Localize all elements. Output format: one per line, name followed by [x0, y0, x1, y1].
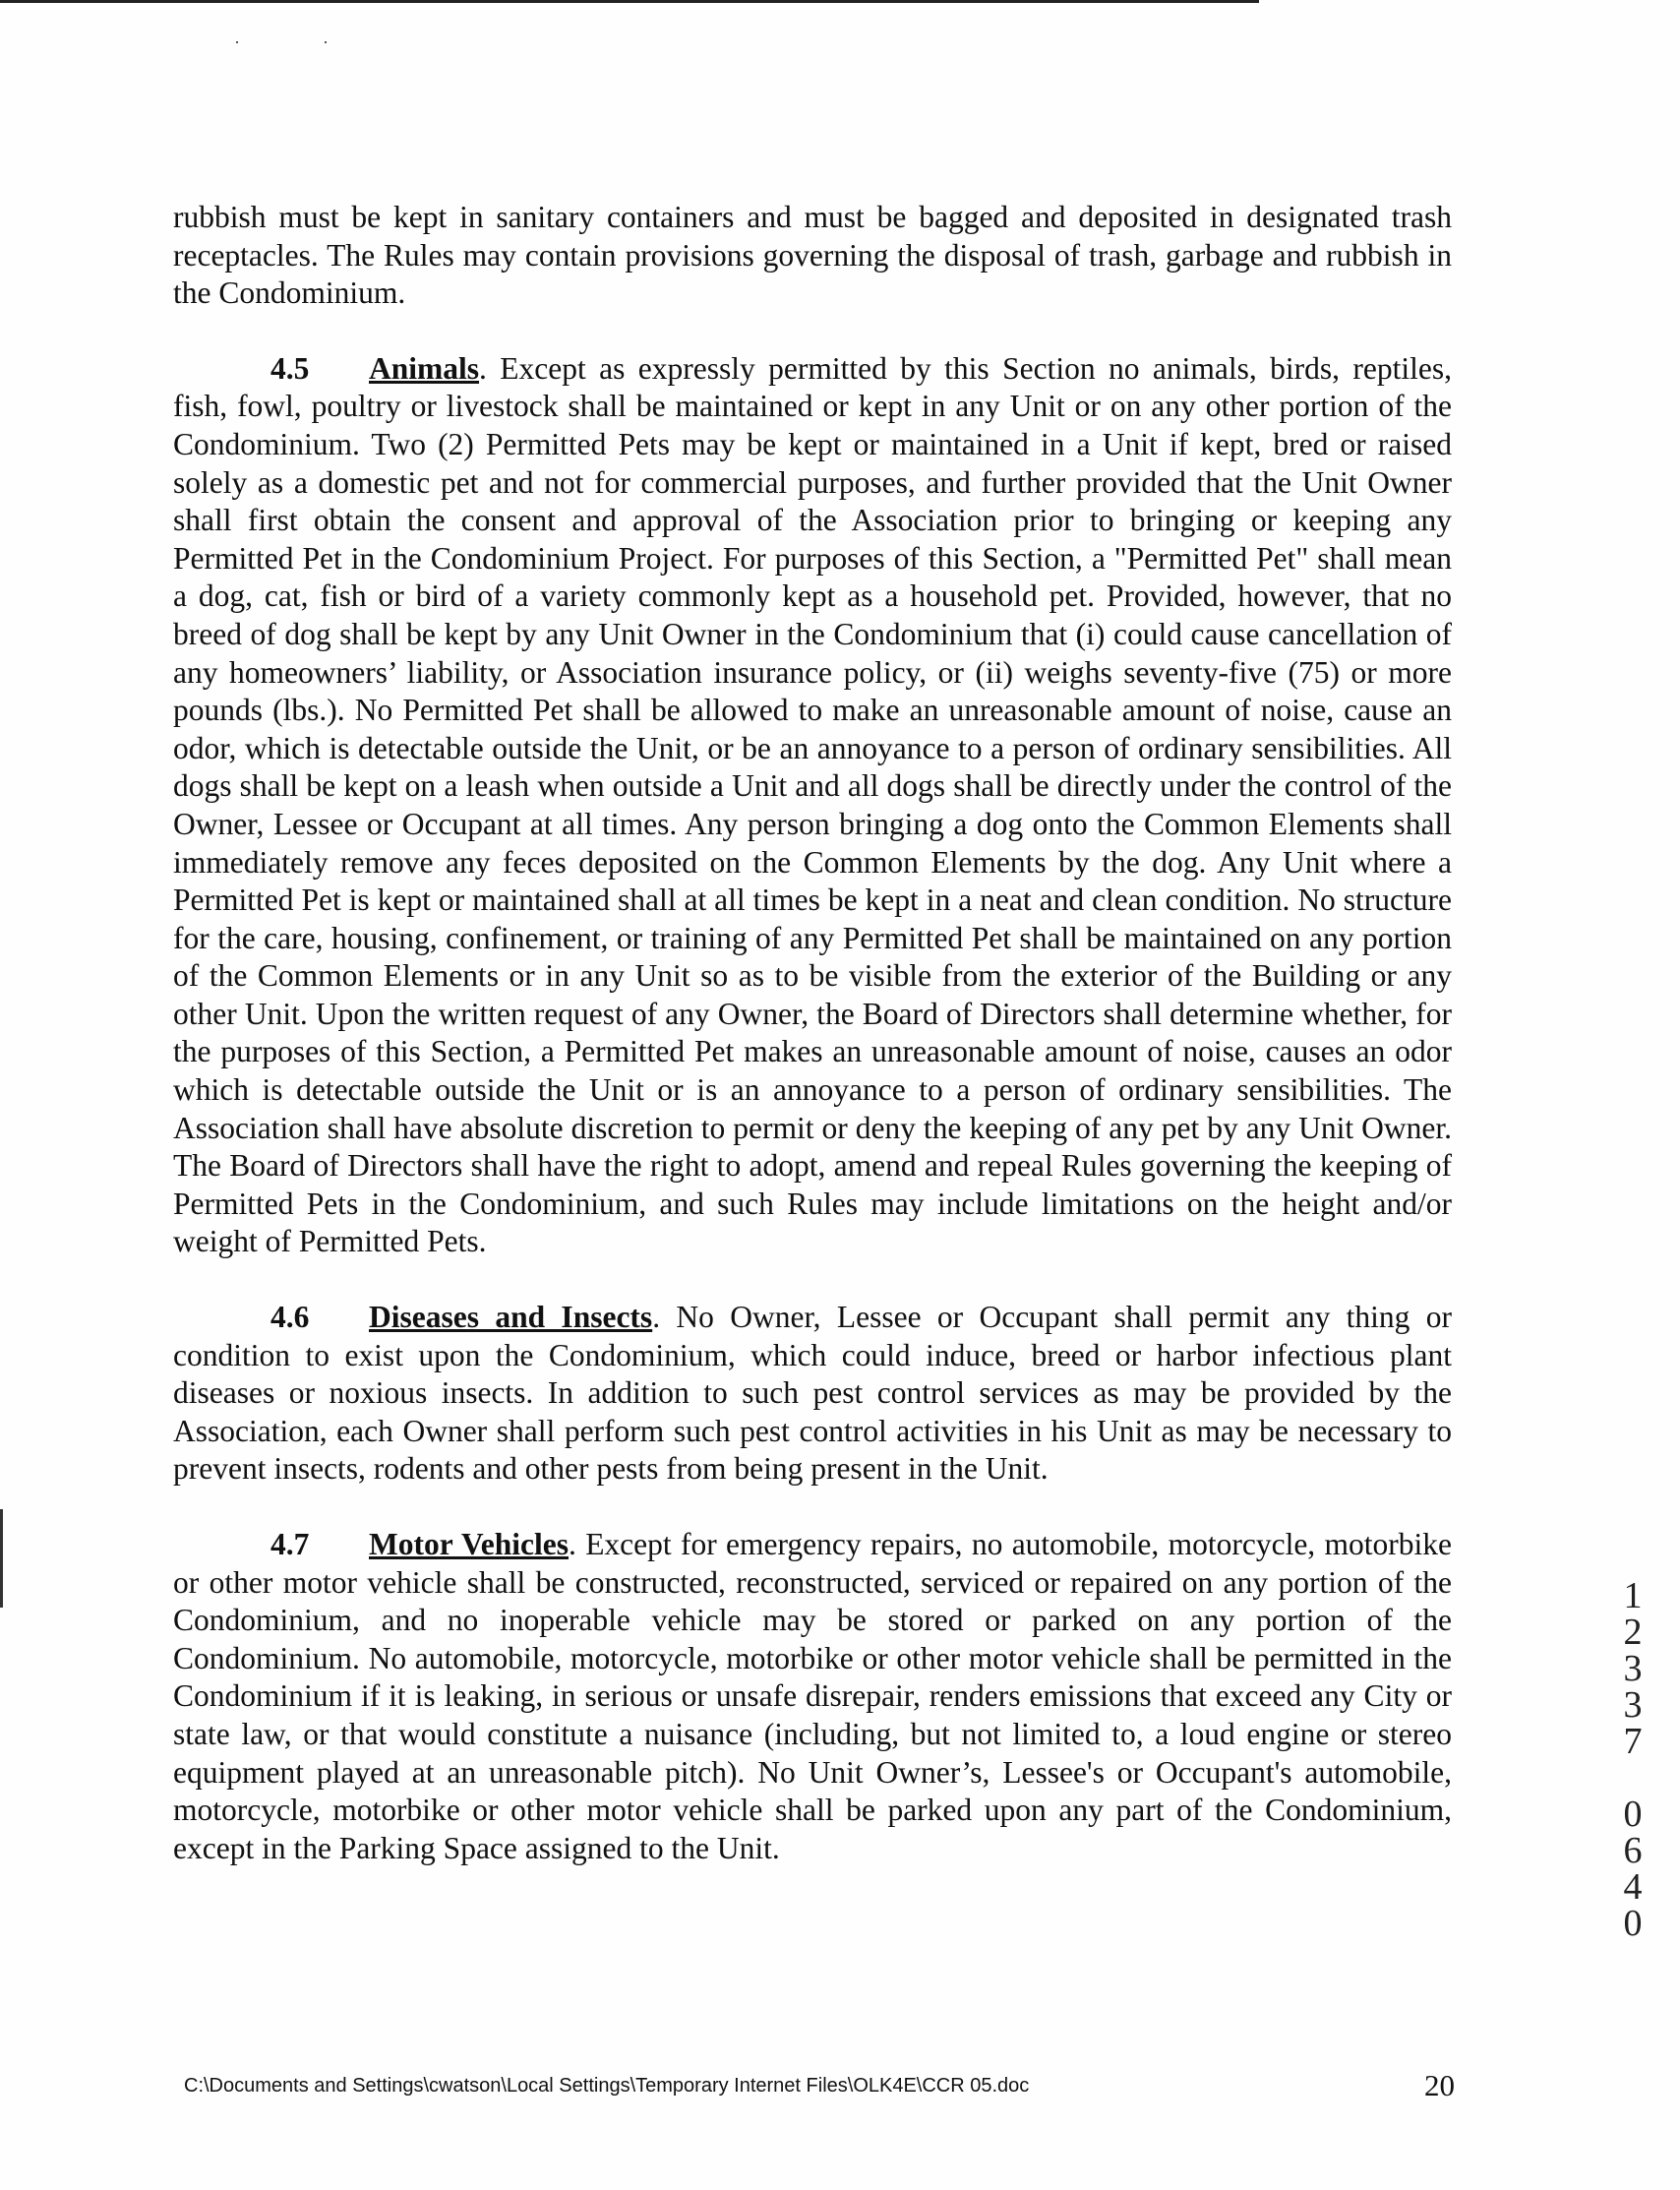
- section-number: 4.5: [270, 350, 310, 386]
- section-4-6: [173, 1299, 1452, 1489]
- section-4-7: [173, 1526, 1452, 1867]
- scan-speck: [325, 41, 327, 43]
- section-body: . Except for emergency repairs, no automobile, motorcycle, motorbike or other motor vehicle shall be constructed, reconstructed, serviced or repaired on any portion of the Condominium, and no inoperable vehicle may be stored or parked on any portion of the Condominium. No automobile, motorcycle, motorbike or other motor vehicle shall be permitted in the Condominium if it is leaking, in serious or unsafe disrepair, renders emissions that exceed any City or state law, or that would constitute a nuisance (including, but not limited to, a loud engine or stereo equipment played at an unreasonable pitch). No Unit Owner’s, Lessee's or Occupant's automobile, motorcycle, motorbike or other motor vehicle shall be parked upon any part of the Condominium, except in the Parking Space assigned to the Unit.: [173, 1527, 1452, 1865]
- document-body: [173, 199, 1452, 1905]
- left-edge-scan-mark: [0, 1509, 3, 1608]
- intro-paragraph: rubbish must be kept in sanitary containers and must be bagged and deposited in designated trash receptacles. The Rules may contain provisions governing the disposal of trash, garbage and rubbish in the Condominium.: [173, 200, 1452, 311]
- section-number: 4.6: [270, 1300, 310, 1335]
- section-body: . Except as expressly permitted by this Section no animals, birds, reptiles, fish, fowl, poultry or livestock shall be maintained or kept in any Unit or on any other portion of the Condominium. Two (2) Permitted Pets may be kept or maintained in a Unit if kept, bred or raised solely as a domestic pet and not for commercial purposes, and further provided that the Unit Owner shall first obtain the consent and approval of the Association prior to bringing or keeping any Permitted Pet in the Condominium Project. For purposes of this Section, a "Permitted Pet" shall mean a dog, cat, fish or bird of a variety commonly kept as a household pet. Provided, however, that no breed of dog shall be kept by any Unit Owner in the Condominium that (i) could cause cancellation of any homeowners’ liability, or Association insurance policy, or (ii) weighs seventy-five (75) or more pounds (lbs.). No Permitted Pet shall be allowed to make an unreasonable amount of noise, cause an odor, which is detectable outside the Unit, or be an annoyance to a person of ordinary sensibilities. All dogs shall be kept on a leash when outside a Unit and all dogs shall be directly under the control of the Owner, Lessee or Occupant at all times. Any person bringing a dog onto the Common Elements shall immediately remove any feces deposited on the Common Elements by the dog. Any Unit where a Permitted Pet is kept or maintained shall at all times be kept in a neat and clean condition. No structure for the care, housing, confinement, or training of any Permitted Pet shall be maintained on any portion of the Common Elements or in any Unit so as to be visible from the exterior of the Building or any other Unit. Upon the written request of any Owner, the Board of Directors shall determine whether, for the purposes of this Section, a Permitted Pet makes an unreasonable amount of noise, causes an odor which is detectable outside the Unit or is an annoyance to a person of ordinary sensibilities. The Association shall have absolute discretion to permit or deny the keeping of any pet by any Unit Owner. The Board of Directors shall have the right to adopt, amend and repeal Rules governing the keeping of Permitted Pets in the Condominium, and such Rules may include limitations on the height and/or weight of Permitted Pets.: [173, 350, 1452, 1259]
- scan-speck: [236, 41, 238, 43]
- page-number: 20: [1424, 2068, 1455, 2102]
- footer-file-path: C:\Documents and Settings\cwatson\Local Settings\Temporary Internet Files\OLK4E\CCR 05.doc: [184, 2075, 1030, 2097]
- top-scan-rule: [0, 0, 1259, 3]
- section-number: 4.7: [270, 1527, 310, 1561]
- section-title: Motor Vehicles: [369, 1527, 569, 1561]
- section-4-5: [173, 350, 1452, 1261]
- section-title: Animals: [369, 350, 480, 386]
- section-title: Diseases and Insects: [369, 1300, 653, 1335]
- section-body: . No Owner, Lessee or Occupant shall permit any thing or condition to exist upon the Condominium, which could induce, breed or harbor infectious plant diseases or noxious insects. In addition to such pest control services as may be provided by the Association, each Owner shall perform such pest control activities in his Unit as may be necessary to prevent insects, rodents and other pests from being present in the Unit.: [173, 1300, 1452, 1487]
- recording-number-stamp: 1 2 3 3 7 0 6 4 0: [1623, 1575, 1643, 1944]
